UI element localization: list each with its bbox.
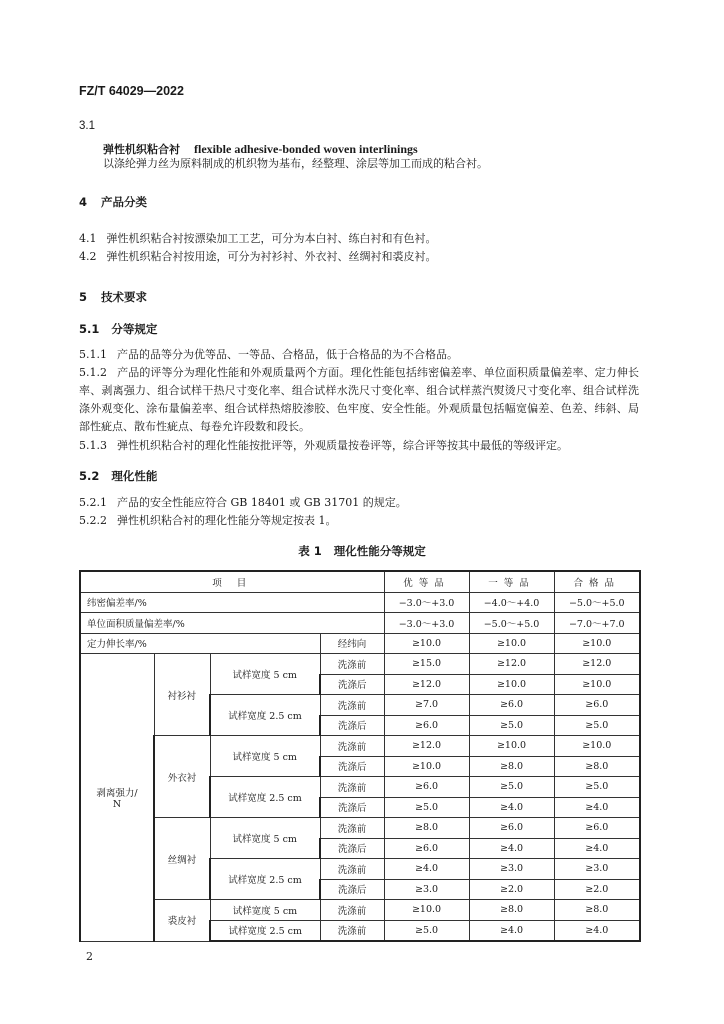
subsection-5-1-heading [79, 321, 157, 337]
value-cell: ≥5.0 [469, 777, 554, 798]
value-cell: ≥12.0 [554, 654, 640, 675]
value-cell: ≥10.0 [469, 674, 554, 695]
condition-cell: 洗涤前 [320, 695, 384, 716]
value-cell: ≥5.0 [469, 715, 554, 736]
section-3-1-number: 3.1 [79, 120, 95, 132]
value-cell: ≥2.0 [469, 879, 554, 900]
term-definition: 以涤纶弹力丝为原料制成的机织物为基布，经整理、涂层等加工而成的粘合衬。 [103, 157, 488, 170]
condition-cell: 洗涤前 [320, 859, 384, 880]
row-label: 定力伸长率/% [80, 633, 320, 654]
value-cell: ≥6.0 [384, 777, 469, 798]
value-cell: ≥6.0 [554, 695, 640, 716]
header-grade-superior: 优等品 [384, 571, 469, 592]
width-label: 试样宽度 2.5 cm [210, 777, 320, 818]
paragraph-number: 5.1.2 [79, 366, 107, 379]
peel-strength-label [80, 654, 154, 942]
condition-cell: 洗涤后 [320, 715, 384, 736]
paragraph-text: 弹性机织粘合衬的理化性能按批评等，外观质量按卷评等，综合评等按其中最低的等级评定。 [117, 439, 568, 452]
table-header-row [80, 571, 640, 592]
table-row [80, 654, 640, 675]
value-cell: ≥6.0 [469, 695, 554, 716]
paragraph-text: 产品的评等分为理化性能和外观质量两个方面。理化性能包括纬密偏差率、单位面积质量偏差率、定力伸长率、剥离强力、组合试样干热尺寸变化率、组合试样水洗尺寸变化率、组合试样蒸汽熨烫尺寸变化率、组合试样洗涤外观变化、涂布量偏差率、组合试样热熔胶渗胶、色牢度、安全性能。外观质量包括幅宽偏差、色差、纬斜、局部性疵点、散布性疵点、每卷允许段数和段长。 [79, 366, 639, 433]
value-cell: ≥10.0 [554, 633, 640, 654]
value-cell: ≥4.0 [469, 920, 554, 941]
value-cell: ≥3.0 [554, 859, 640, 880]
subsection-5-2-heading [79, 468, 157, 484]
value-cell: ≥10.0 [384, 900, 469, 921]
section-5-number: 5 [79, 290, 88, 304]
header-item: 项 目 [80, 571, 384, 592]
value-cell: ≥4.0 [469, 838, 554, 859]
value-cell: ≥6.0 [384, 715, 469, 736]
value-cell: ≥8.0 [384, 818, 469, 839]
value-cell: ≥7.0 [384, 695, 469, 716]
paragraph-text: 弹性机织粘合衬按漂染加工工艺，可分为本白衬、练白衬和有色衬。 [106, 232, 437, 245]
paragraph-number: 5.2.1 [79, 496, 107, 509]
paragraph-4-2 [79, 248, 437, 266]
subsection-title: 分等规定 [111, 322, 158, 336]
value-cell: ≥6.0 [554, 818, 640, 839]
section-5-title: 技术要求 [101, 290, 148, 304]
paragraph-number: 5.1.1 [79, 348, 107, 361]
value-cell: ≥3.0 [384, 879, 469, 900]
value-cell: ≥10.0 [384, 633, 469, 654]
value-cell: ≥5.0 [554, 715, 640, 736]
table-row [80, 736, 640, 757]
row-label: 单位面积质量偏差率/% [80, 613, 384, 634]
value-cell: −5.0～+5.0 [469, 613, 554, 634]
standard-code: FZ/T 64029—2022 [79, 84, 184, 98]
value-cell: ≥5.0 [384, 920, 469, 941]
subsection-number: 5.1 [79, 322, 100, 336]
paragraph-number: 4.2 [79, 250, 97, 263]
paragraph-text: 弹性机织粘合衬的理化性能分等规定按表 1。 [117, 514, 337, 527]
value-cell: −7.0～+7.0 [554, 613, 640, 634]
width-label: 试样宽度 2.5 cm [210, 859, 320, 900]
value-cell: ≥5.0 [554, 777, 640, 798]
paragraph-text: 产品的安全性能应符合 GB 18401 或 GB 31701 的规定。 [117, 496, 407, 509]
value-cell: ≥10.0 [554, 674, 640, 695]
table-row [80, 818, 640, 839]
paragraph-5-1-3 [79, 437, 568, 455]
value-cell: ≥4.0 [554, 797, 640, 818]
value-cell: ≥12.0 [469, 654, 554, 675]
condition-cell: 洗涤前 [320, 920, 384, 941]
width-label: 试样宽度 2.5 cm [210, 695, 320, 736]
value-cell: ≥5.0 [384, 797, 469, 818]
paragraph-5-2-1 [79, 494, 407, 512]
paragraph-number: 5.1.3 [79, 439, 107, 452]
paragraph-5-1-2 [79, 364, 639, 436]
value-cell: ≥8.0 [469, 900, 554, 921]
table-row [80, 613, 640, 634]
paragraph-5-2-2 [79, 512, 337, 530]
paragraph-4-1 [79, 230, 437, 248]
subsection-number: 5.2 [79, 469, 100, 483]
condition-cell: 洗涤后 [320, 879, 384, 900]
group-label: 外衣衬 [154, 736, 210, 818]
condition-cell: 洗涤后 [320, 797, 384, 818]
condition-cell: 洗涤前 [320, 736, 384, 757]
table-row [80, 633, 640, 654]
section-4-heading [79, 194, 147, 210]
table-caption-number: 表 1 [298, 544, 322, 558]
value-cell: ≥6.0 [384, 838, 469, 859]
value-cell: −4.0～+4.0 [469, 592, 554, 613]
condition-cell: 经纬向 [320, 633, 384, 654]
value-cell: ≥4.0 [469, 797, 554, 818]
width-label: 试样宽度 2.5 cm [210, 920, 320, 941]
table-caption-title: 理化性能分等规定 [333, 544, 426, 558]
width-label: 试样宽度 5 cm [210, 654, 320, 695]
value-cell: ≥10.0 [469, 736, 554, 757]
value-cell: ≥2.0 [554, 879, 640, 900]
subsection-title: 理化性能 [111, 469, 158, 483]
condition-cell: 洗涤前 [320, 777, 384, 798]
table-row [80, 592, 640, 613]
header-grade-first: 一等品 [469, 571, 554, 592]
paragraph-number: 4.1 [79, 232, 97, 245]
section-4-number: 4 [79, 195, 88, 209]
value-cell: −3.0～+3.0 [384, 592, 469, 613]
paragraph-text: 产品的品等分为优等品、一等品、合格品，低于合格品的为不合格品。 [117, 348, 458, 361]
width-label: 试样宽度 5 cm [210, 818, 320, 859]
value-cell: ≥3.0 [469, 859, 554, 880]
width-label: 试样宽度 5 cm [210, 736, 320, 777]
table-row [80, 900, 640, 921]
value-cell: ≥8.0 [469, 756, 554, 777]
value-cell: −5.0～+5.0 [554, 592, 640, 613]
value-cell: ≥6.0 [469, 818, 554, 839]
page-number: 2 [86, 950, 93, 963]
group-label: 衬衫衬 [154, 654, 210, 736]
row-label: 纬密偏差率/% [80, 592, 384, 613]
group-label: 裘皮衬 [154, 900, 210, 942]
peel-label-line2: N [112, 798, 122, 810]
value-cell: ≥10.0 [384, 756, 469, 777]
paragraph-5-1-1 [79, 346, 458, 364]
value-cell: ≥12.0 [384, 674, 469, 695]
value-cell: −3.0～+3.0 [384, 613, 469, 634]
header-grade-qualified: 合格品 [554, 571, 640, 592]
value-cell: ≥8.0 [554, 900, 640, 921]
physical-properties-table [79, 570, 641, 942]
value-cell: ≥10.0 [469, 633, 554, 654]
term-en: flexible adhesive-bonded woven interlinings [194, 142, 418, 156]
value-cell: ≥4.0 [554, 920, 640, 941]
table-caption [0, 543, 724, 559]
value-cell: ≥4.0 [554, 838, 640, 859]
value-cell: ≥15.0 [384, 654, 469, 675]
section-5-heading [79, 289, 147, 305]
condition-cell: 洗涤前 [320, 900, 384, 921]
condition-cell: 洗涤前 [320, 654, 384, 675]
value-cell: ≥4.0 [384, 859, 469, 880]
value-cell: ≥10.0 [554, 736, 640, 757]
paragraph-number: 5.2.2 [79, 514, 107, 527]
term-cn: 弹性机织粘合衬 [103, 143, 180, 156]
paragraph-text: 弹性机织粘合衬按用途，可分为衬衫衬、外衣衬、丝绸衬和裘皮衬。 [106, 250, 437, 263]
condition-cell: 洗涤后 [320, 674, 384, 695]
condition-cell: 洗涤前 [320, 818, 384, 839]
condition-cell: 洗涤后 [320, 838, 384, 859]
width-label: 试样宽度 5 cm [210, 900, 320, 921]
value-cell: ≥12.0 [384, 736, 469, 757]
peel-label-line1: 剥离强力/ [96, 787, 138, 799]
group-label: 丝绸衬 [154, 818, 210, 900]
section-4-title: 产品分类 [101, 195, 148, 209]
value-cell: ≥8.0 [554, 756, 640, 777]
condition-cell: 洗涤后 [320, 756, 384, 777]
